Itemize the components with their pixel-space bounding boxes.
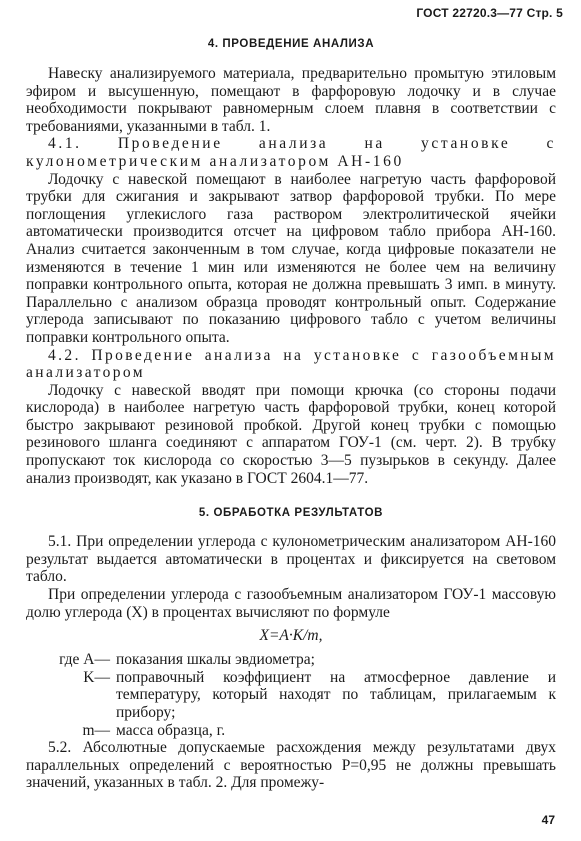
- formula-legend: [26, 651, 556, 739]
- section-5-1-text: 5.1. При определении углерода с кулонометрическим анализатором АН-160 результат выдается автоматически в процентах и фиксируется на световом табло.: [26, 533, 556, 586]
- legend-row-k: [26, 669, 556, 722]
- document-body: [26, 0, 556, 792]
- legend-row-m: [26, 722, 556, 740]
- legend-text: масса образца, г.: [116, 721, 226, 739]
- section-4-heading: 4. ПРОВЕДЕНИЕ АНАЛИЗА: [207, 38, 375, 50]
- section-5-heading: 5. ОБРАБОТКА РЕЗУЛЬТАТОВ: [198, 507, 384, 520]
- section-4-1-text: Лодочку с навеской помещают в наиболее нагретую часть фарфоровой трубки для сжигания и закрывают затвор фарфоровой трубки. По мере поглощения углекислого газа раствором электролитической ячейки автоматически производится отсчет на цифровом табло прибора АН-160. Анализ считается законченным в том случае, когда цифровые показатели не изменяются в течение 1 мин или изменяются не более чем на величину поправки контрольного опыта, которая не должна превышать 3 имп. в минуту. Параллельно с анализом образца проводят контрольный опыт. Содержание углерода записывают по показанию цифрового табло с учетом величины поправки контрольного опыта.: [26, 170, 556, 346]
- legend-symbol: m—: [82, 721, 110, 739]
- section-4-2-title: 4.2. Проведение анализа на установке с газообъемным анализатором: [26, 346, 556, 382]
- legend-symbol: K—: [83, 668, 110, 686]
- legend-text: показания шкалы эвдиометра;: [116, 651, 315, 669]
- section-4-intro: Навеску анализируемого материала, предварительно промытую этиловым эфиром и высушенную, помещают в фарфоровую лодочку и в случае необходимости покрывают равномерным слоем плавня в соответствии с требованиями, указанными в табл. 1.: [26, 65, 556, 135]
- section-5-1-formula-intro: При определении углерода с газообъемным анализатором ГОУ-1 массовую долю углерода (X) в процентах вычисляют по формуле: [26, 586, 556, 621]
- section-4-2-text: Лодочку с навеской вводят при помощи крючка (со стороны подачи кислорода) в наиболее нагретую часть фарфоровой трубки, конец которой быстро закрывают резиновой пробкой. Другой конец трубки с помощью резинового шланга соединяют с аппаратом ГОУ-1 (см. черт. 2). В трубку пропускают ток кислорода со скоростью 3—5 пузырьков в секунду. Далее анализ производят, как указано в ГОСТ 2604.1—77.: [26, 381, 556, 487]
- page-header: ГОСТ 22720.3—77 Стр. 5: [416, 6, 563, 20]
- section-5-2-text: 5.2. Абсолютные допускаемые расхождения между результатами двух параллельных определений с вероятностью P=0,95 не должны превышать значений, указанных в табл. 2. Для промежу-: [26, 739, 556, 792]
- legend-symbol: где A—: [59, 651, 110, 669]
- section-4-1-title: 4.1. Проведение анализа на установке с кулонометрическим анализатором АН-160: [26, 135, 556, 170]
- legend-row-a: [26, 651, 556, 669]
- formula: X=A·K/m,: [259, 627, 323, 645]
- page-number: 47: [541, 813, 555, 827]
- legend-text: поправочный коэффициент на атмосферное давление и температуру, который находят по таблицам, прилагаемым к прибору;: [116, 668, 556, 721]
